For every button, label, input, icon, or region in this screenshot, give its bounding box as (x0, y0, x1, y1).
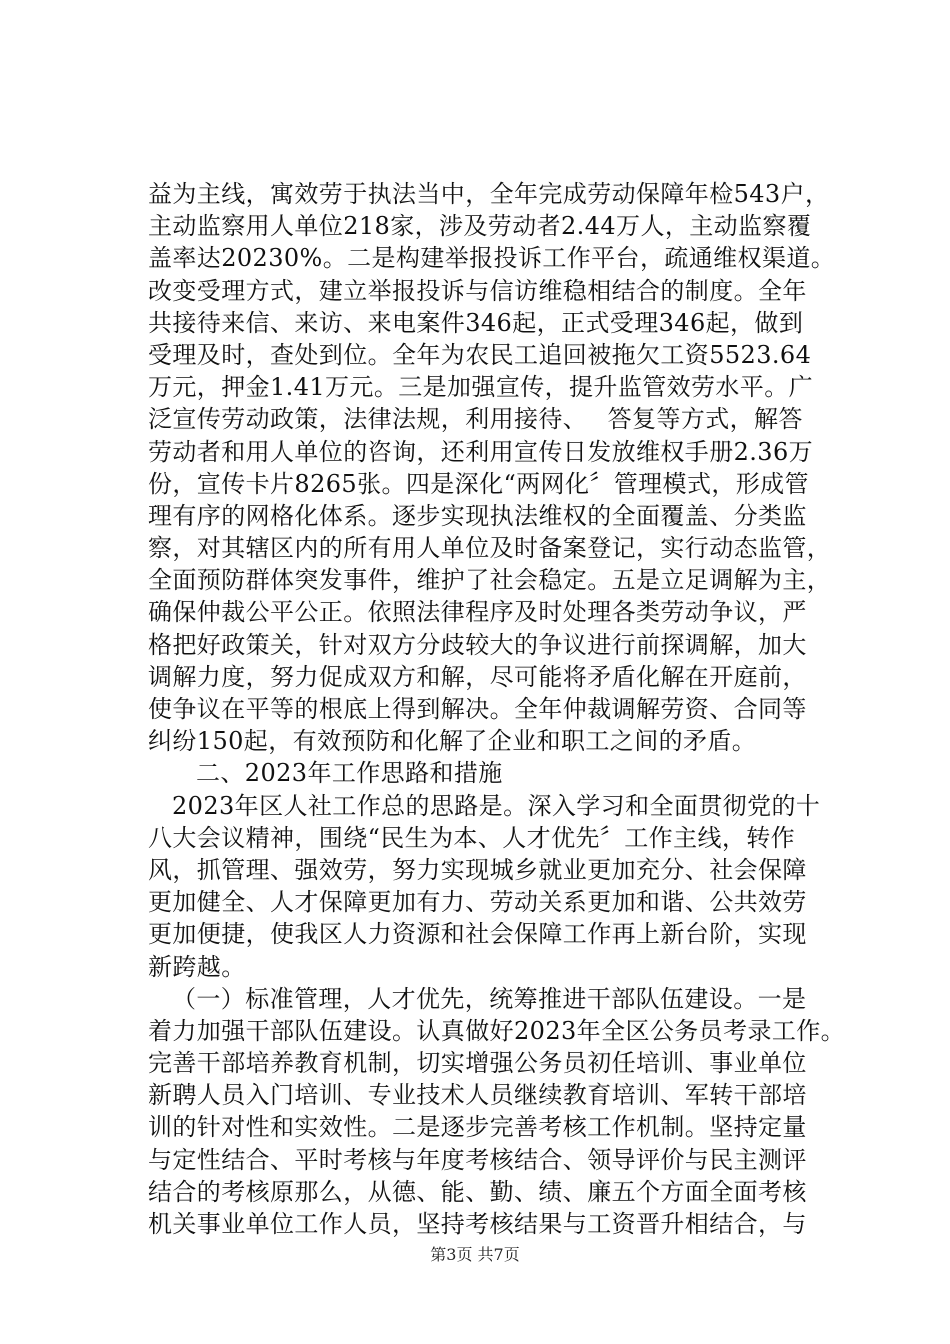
text-line: 格把好政策关，针对双方分歧较大的争议进行前探调解，加大 (148, 630, 807, 659)
page-number: 第3页 共7页 (430, 1245, 520, 1264)
text-line: 训的针对性和实效性。二是逐步完善考核工作机制。坚持定量 (148, 1113, 807, 1142)
text-line: 泛宣传劳动政策，法律法规，利用接待、 答复等方式，解答 (148, 405, 803, 434)
text-line: 更加便捷，使我区人力资源和社会保障工作再上新台阶，实现 (148, 920, 807, 949)
text-line: 与定性结合、平时考核与年度考核结合、领导评价与民主测评 (148, 1145, 807, 1174)
text-line: 主动监察用人单位218家，涉及劳动者2.44万人，主动监察覆 (148, 212, 812, 241)
text-line: 完善干部培养教育机制，切实增强公务员初任培训、事业单位 (148, 1049, 807, 1078)
text-line: 确保仲裁公平公正。依照法律程序及时处理各类劳动争议，严 (148, 598, 807, 627)
text-line: 结合的考核原那么，从德、能、勤、绩、廉五个方面全面考核 (148, 1177, 807, 1206)
text-line: 新聘人员入门培训、专业技术人员继续教育培训、军转干部培 (148, 1081, 807, 1110)
text-line: 调解力度，努力促成双方和解，尽可能将矛盾化解在开庭前， (148, 662, 807, 691)
text-line: 2023年区人社工作总的思路是。深入学习和全面贯彻党的十 (172, 791, 821, 820)
text-line: 使争议在平等的根底上得到解决。全年仲裁调解劳资、合同等 (148, 695, 807, 723)
text-line: 万元，押金1.41万元。三是加强宣传，提升监管效劳水平。广 (148, 373, 814, 402)
text-line: 益为主线，寓效劳于执法当中，全年完成劳动保障年检543户， (148, 180, 830, 208)
text-line: 共接待来信、来访、来电案件346起，正式受理346起，做到 (148, 308, 804, 337)
text-line: 风，抓管理、强效劳，努力实现城乡就业更加充分、社会保障 (148, 855, 807, 884)
text-line: 理有序的网格化体系。逐步实现执法维权的全面覆盖、分类监 (148, 501, 807, 530)
text-line: 八大会议精神，围绕“民生为本、人才优先〞工作主线，转作 (148, 823, 796, 852)
text-line: 着力加强干部队伍建设。认真做好2023年全区公务员考录工作。 (148, 1016, 846, 1045)
text-line: 机关事业单位工作人员，坚持考核结果与工资晋升相结合，与 (148, 1210, 807, 1238)
text-line: 改变受理方式，建立举报投诉与信访维稳相结合的制度。全年 (148, 276, 807, 305)
page-footer (0, 1244, 950, 1266)
text-line: （一）标准管理，人才优先，统筹推进干部队伍建设。一是 (172, 984, 807, 1013)
text-line: 劳动者和用人单位的咨询，还利用宣传日发放维权手册2.36万 (148, 437, 814, 466)
text-line: 更加健全、人才保障更加有力、劳动关系更加和谐、公共效劳 (148, 888, 807, 917)
body-text (148, 178, 846, 1240)
text-line: 察，对其辖区内的所有用人单位及时备案登记，实行动态监管， (148, 534, 832, 563)
section-heading: 二、2023年工作思路和措施 (196, 759, 503, 788)
text-line: 盖率达20230%。二是构建举报投诉工作平台，疏通维权渠道。 (148, 244, 836, 273)
text-line: 份，宣传卡片8265张。四是深化“两网化〞管理模式，形成管 (148, 469, 809, 498)
text-line: 新跨越。 (148, 952, 246, 981)
text-line: 纠纷150起，有效预防和化解了企业和职工之间的矛盾。 (148, 727, 757, 756)
text-line: 全面预防群体突发事件，维护了社会稳定。五是立足调解为主， (148, 566, 832, 595)
text-line: 受理及时，查处到位。全年为农民工追回被拖欠工资5523.64 (148, 340, 812, 369)
